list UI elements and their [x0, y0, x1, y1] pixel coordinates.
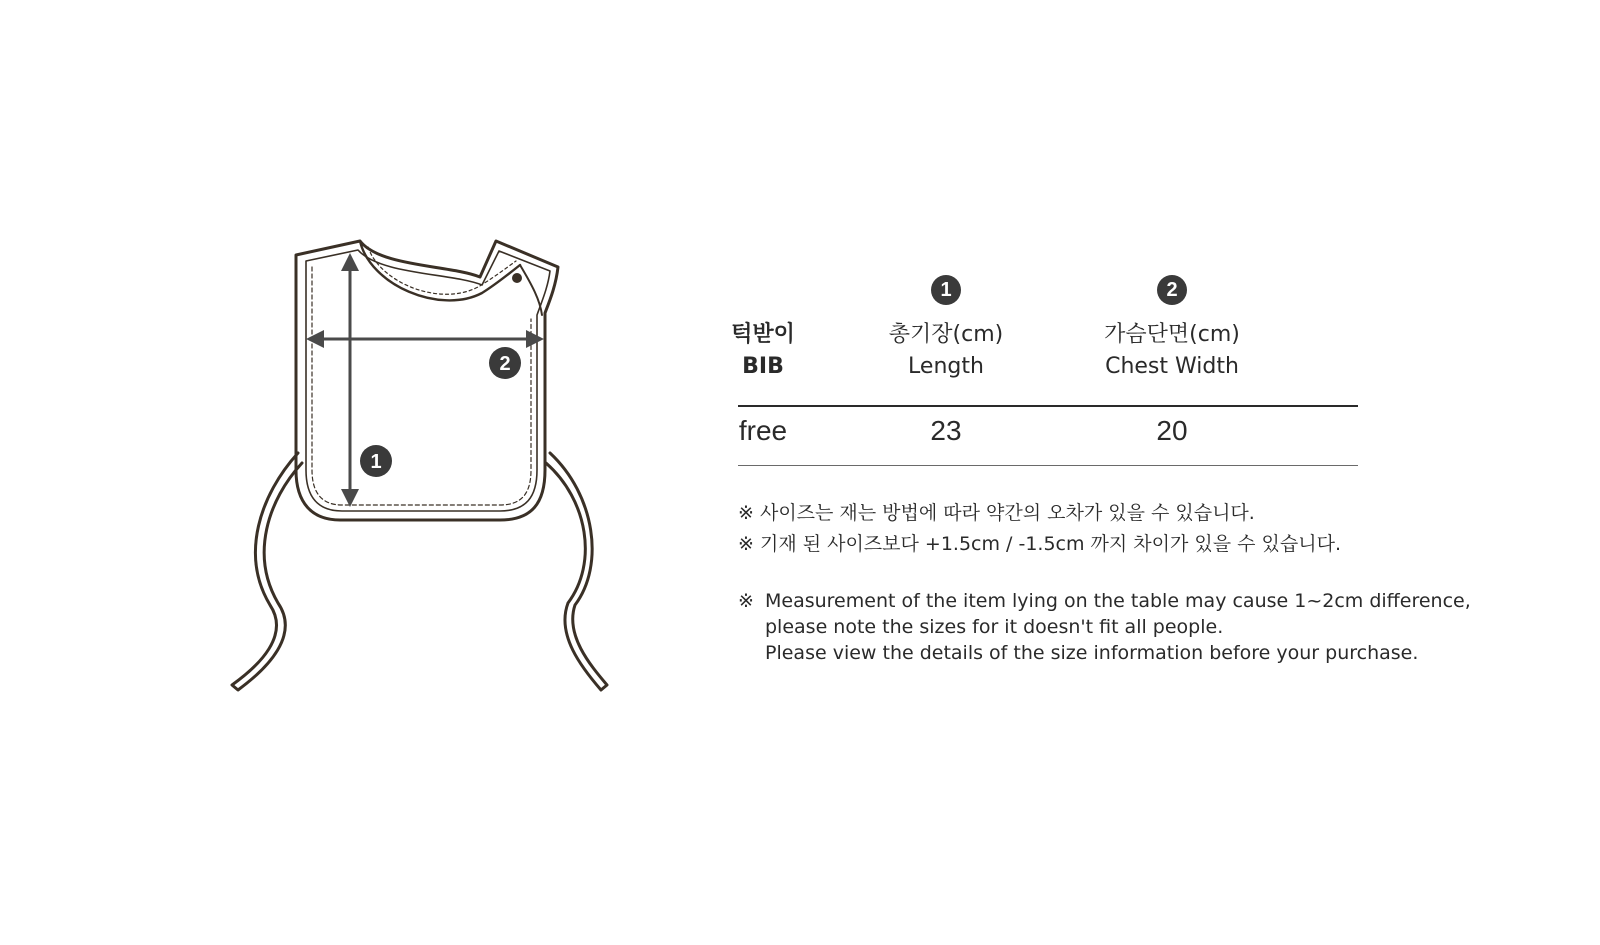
note-ko-1: ※ 사이즈는 재는 방법에 따라 약간의 오차가 있을 수 있습니다.	[738, 502, 1255, 524]
note-en-1: Measurement of the item lying on the table may cause 1~2cm difference,	[765, 590, 1471, 612]
length-header-ko: 총기장(cm)	[888, 322, 1004, 347]
chest-header	[1082, 319, 1262, 383]
svg-text:1: 1	[370, 451, 382, 473]
chest-cell: 20	[1156, 415, 1188, 446]
chest-header-ko: 가슴단면(cm)	[1104, 322, 1240, 347]
size-cell: free	[738, 415, 788, 446]
svg-text:2: 2	[499, 353, 511, 375]
note-en-3: Please view the details of the size information before your purchase.	[765, 642, 1419, 664]
product-name-en: BIB	[742, 354, 784, 379]
marker-1-badge: 1	[931, 275, 961, 305]
bib-illustration	[220, 225, 640, 705]
right-tie	[546, 453, 607, 690]
marker-2-badge: 2	[1157, 275, 1187, 305]
left-tie	[232, 453, 302, 690]
marker-1-icon	[360, 445, 392, 477]
snap-button	[512, 273, 522, 283]
note-mark: ※	[738, 590, 754, 612]
marker-2-icon	[489, 347, 521, 379]
bib-outline	[296, 241, 558, 520]
length-header-en: Length	[908, 354, 984, 379]
length-header	[866, 319, 1026, 383]
note-ko-2: ※ 기재 된 사이즈보다 +1.5cm / -1.5cm 까지 차이가 있을 수 있습니다.	[738, 533, 1341, 555]
notes-en	[738, 588, 1498, 666]
notes-ko	[738, 498, 1498, 560]
note-en-2: please note the sizes for it doesn't fit all people.	[765, 616, 1224, 638]
length-cell: 23	[930, 415, 962, 446]
header-divider	[738, 405, 1358, 407]
row-divider	[738, 465, 1358, 466]
product-name-header	[728, 319, 798, 383]
chest-header-en: Chest Width	[1105, 354, 1239, 379]
product-name-ko: 턱받이	[731, 322, 795, 347]
